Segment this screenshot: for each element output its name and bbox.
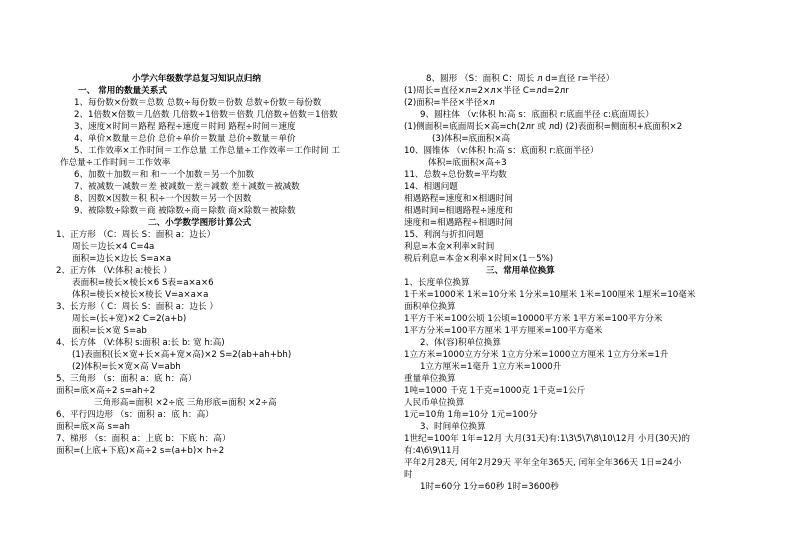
right-line-0: 8、圆形 （S：面积 C：周长 л d=直径 r=半径） bbox=[426, 74, 615, 84]
right-line-27: 人民币单位换算 bbox=[404, 398, 465, 408]
left-line-1: 1、每份数×份数＝总数 总数÷每份数＝份数 总数÷份数＝每份数 bbox=[74, 98, 322, 108]
left-line-20: 面积=长×宽 S=ab bbox=[72, 326, 147, 336]
right-line-17: 1、长度单位换算 bbox=[404, 278, 470, 288]
left-line-23: (2)体积=长×宽×高 V=abh bbox=[72, 362, 181, 372]
right-line-6: 10、圆锥体 （v:体积 h:高 s：底面积 r:底面半径） bbox=[404, 146, 599, 156]
left-line-14: 面积=边长×边长 S=a×a bbox=[72, 254, 172, 264]
right-line-14: 利息=本金×利率×时间 bbox=[404, 242, 495, 252]
left-line-21: 4、长方体 （V:体积 s:面积 a:长 b: 宽 h:高) bbox=[56, 338, 225, 348]
left-line-0: 一、 常用的数量关系式 bbox=[78, 86, 167, 96]
left-line-26: 三角形高=面积 ×2÷底 三角形底=面积 ×2÷高 bbox=[94, 398, 277, 408]
right-line-25: 重量单位换算 bbox=[404, 374, 456, 384]
right-line-22: 2、体(容)积单位换算 bbox=[420, 338, 501, 348]
left-line-13: 周长＝边长×4 C=4a bbox=[72, 242, 155, 252]
right-line-30: 1世纪=100年 1年=12月 大月(31天)有:1\3\5\7\8\10\12月 小月(30天)的 bbox=[404, 434, 690, 444]
right-line-10: 相遇路程=速度和×相遇时间 bbox=[404, 194, 513, 204]
right-line-32: 平年2月28天, 闰年2月29天 平年全年365天, 闰年全年366天 1日=24小 bbox=[404, 458, 682, 468]
left-line-10: 9、被除数÷除数＝商 被除数÷商＝除数 商×除数＝被除数 bbox=[74, 206, 296, 216]
left-line-15: 2、正方体 （V:体积 a:棱长 ） bbox=[56, 266, 172, 276]
left-line-30: 面积=(上底+下底)×高÷2 s=(a+b)× h÷2 bbox=[56, 446, 225, 456]
left-line-3: 3、速度×时间＝路程 路程÷速度＝时间 路程÷时间＝速度 bbox=[74, 122, 296, 132]
right-line-2: (2)面积=半径×半径×л bbox=[404, 98, 495, 108]
right-line-4: (1)侧面积=底面周长×高=ch(2лr 或 лd) (2)表面积=侧面积+底面积×2 bbox=[404, 122, 683, 132]
right-line-31: 有:4\6\9\11月 bbox=[404, 446, 461, 456]
right-line-23: 1立方米=1000立方分米 1立方分米=1000立方厘米 1立方分米=1升 bbox=[404, 350, 669, 360]
left-line-11: 二、小学数学图形计算公式 bbox=[148, 218, 252, 228]
right-line-9: 14、相遇问题 bbox=[404, 182, 458, 192]
left-line-17: 体积=棱长×棱长×棱长 V=a×a×a bbox=[72, 290, 209, 300]
right-line-34: 1时=60分 1分=60秒 1时=3600秒 bbox=[420, 482, 559, 492]
right-line-18: 1千米=1000米 1米=10分米 1分米=10厘米 1米=100厘米 1厘米=10毫米 bbox=[404, 290, 696, 300]
right-line-26: 1吨=1000 千克 1千克=1000克 1千克=1公斤 bbox=[404, 386, 586, 396]
left-line-8: 7、被减数－减数＝差 被减数－差＝减数 差＋减数＝被减数 bbox=[74, 182, 300, 192]
right-line-19: 面积单位换算 bbox=[404, 302, 456, 312]
left-line-25: 面积=底×高÷2 s=ah÷2 bbox=[56, 386, 156, 396]
left-line-12: 1、正方形 （C：周长 S：面积 a：边长） bbox=[56, 230, 216, 240]
right-line-15: 税后利息=本金×利率×时间×(1－5%) bbox=[404, 254, 554, 264]
left-line-27: 6、平行四边形 （s：面积 a：底 h：高） bbox=[56, 410, 214, 420]
right-line-33: 时 bbox=[404, 470, 413, 480]
left-line-22: (1)表面积(长×宽+长×高+宽×高)×2 S=2(ab+ah+bh) bbox=[72, 350, 292, 360]
right-line-28: 1元=10角 1角=10分 1元=100分 bbox=[404, 410, 538, 420]
right-line-16: 三、常用单位换算 bbox=[486, 266, 555, 276]
document-title: 小学六年级数学总复习知识点归纳 bbox=[132, 74, 261, 84]
right-line-12: 速度和=相遇路程÷相遇时间 bbox=[404, 218, 513, 228]
right-line-5: (3)体积=底面积×高 bbox=[432, 134, 511, 144]
left-line-4: 4、单价×数量＝总价 总价÷单价＝数量 总价÷数量＝单价 bbox=[74, 134, 296, 144]
right-line-1: (1)周长=直径×л=2×л×半径 C=лd=2лr bbox=[404, 86, 569, 96]
right-line-21: 1平方分米=100平方厘米 1平方厘米=100平方毫米 bbox=[404, 326, 603, 336]
right-line-13: 15、利润与折扣问题 bbox=[404, 230, 484, 240]
left-line-28: 面积=底×高 s=ah bbox=[56, 422, 130, 432]
left-line-24: 5、三角形 （s：面积 a：底 h：高） bbox=[56, 374, 197, 384]
left-line-2: 2、1倍数×倍数＝几倍数 几倍数÷1倍数＝倍数 几倍数÷倍数＝1倍数 bbox=[74, 110, 338, 120]
left-line-7: 6、加数＋加数＝和 和－一个加数＝另一个加数 bbox=[74, 170, 255, 180]
right-line-7: 体积=底面积×高÷3 bbox=[428, 158, 507, 168]
right-line-11: 相遇时间=相遇路程÷速度和 bbox=[404, 206, 513, 216]
left-line-29: 7、梯形 （s：面积 a：上底 b：下底 h：高） bbox=[56, 434, 231, 444]
right-line-3: 9、圆柱体 （v:体积 h:高 s：底面积 r:底面半径 c:底面周长） bbox=[420, 110, 654, 120]
right-line-24: 1立方厘米=1毫升 1立方米=1000升 bbox=[420, 362, 562, 372]
right-line-8: 11、总数÷总份数=平均数 bbox=[404, 170, 507, 180]
left-line-5: 5、工作效率×工作时间＝工作总量 工作总量÷工作效率＝工作时间 工 bbox=[74, 146, 340, 156]
left-line-19: 周长=(长+宽)×2 C=2(a+b) bbox=[72, 314, 187, 324]
left-line-18: 3、长方形（ C：周长 S：面积 a：边长 ） bbox=[56, 302, 219, 312]
left-line-6: 作总量÷工作时间＝工作效率 bbox=[60, 158, 171, 168]
left-line-9: 8、因数×因数＝积 积÷一个因数＝另一个因数 bbox=[74, 194, 252, 204]
left-line-16: 表面积=棱长×棱长×6 S表=a×a×6 bbox=[72, 278, 214, 288]
right-line-29: 3、时间单位换算 bbox=[420, 422, 486, 432]
right-line-20: 1平方千米=100公顷 1公顷=10000平方米 1平方米=100平方分米 bbox=[404, 314, 663, 324]
